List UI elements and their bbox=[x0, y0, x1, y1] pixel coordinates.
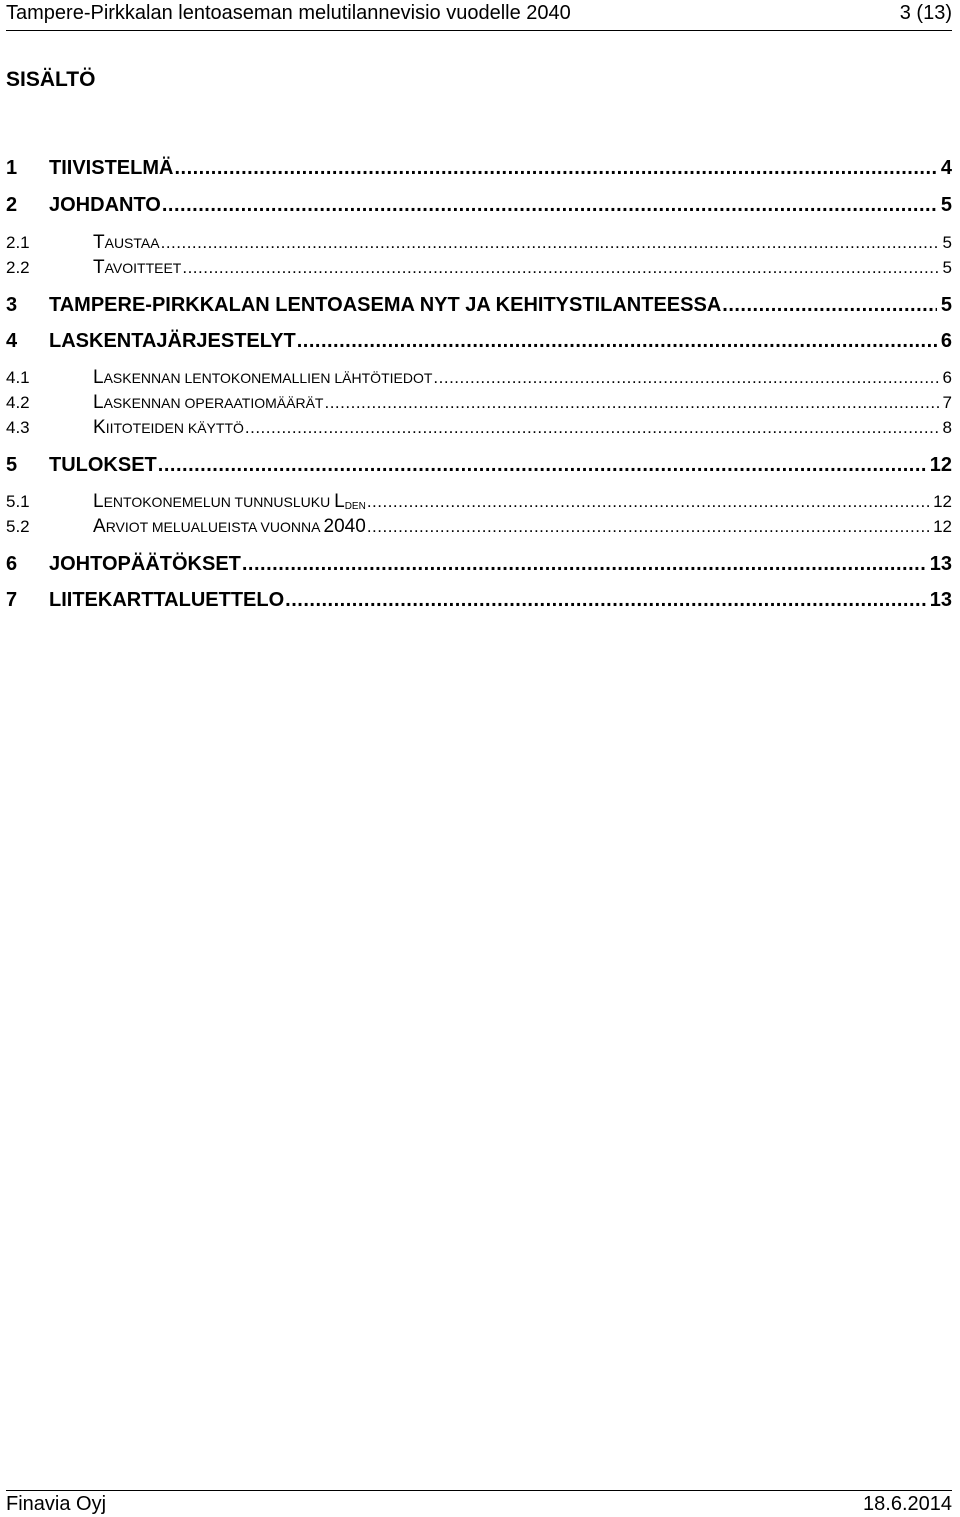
toc-leader bbox=[162, 192, 937, 218]
toc-number: 7 bbox=[6, 589, 18, 611]
toc-page: 6 bbox=[942, 368, 952, 387]
toc-entry-5[interactable] bbox=[6, 452, 952, 478]
toc-entry-2-2[interactable] bbox=[6, 257, 952, 279]
toc-page: 12 bbox=[929, 454, 952, 476]
toc-number: 5.2 bbox=[6, 517, 30, 536]
toc-leader bbox=[174, 155, 936, 181]
toc-title: TULOKSET bbox=[49, 454, 157, 476]
toc-leader bbox=[324, 392, 938, 414]
toc-number: 2.2 bbox=[6, 258, 30, 277]
toc-title: ARVIOT MELUALUEISTA VUONNA 2040 bbox=[93, 516, 366, 537]
footer-company: Finavia Oyj bbox=[6, 1493, 107, 1515]
toc-page: 5 bbox=[940, 194, 952, 216]
document-title: Tampere-Pirkkalan lentoaseman melutilannevisio vuodelle 2040 bbox=[6, 2, 571, 24]
footer-date: 18.6.2014 bbox=[863, 1493, 952, 1515]
toc-page: 7 bbox=[942, 393, 952, 412]
toc-entry-2-1[interactable] bbox=[6, 232, 952, 254]
toc-leader bbox=[367, 491, 929, 513]
toc-page: 12 bbox=[933, 517, 952, 536]
toc-page: 4 bbox=[940, 157, 952, 179]
toc-entry-7[interactable] bbox=[6, 587, 952, 613]
toc-number: 4.2 bbox=[6, 393, 30, 412]
toc-title: KIITOTEIDEN KÄYTTÖ bbox=[93, 417, 244, 438]
toc-page: 13 bbox=[929, 589, 952, 611]
toc-page: 5 bbox=[942, 258, 952, 277]
toc-entry-4-1[interactable] bbox=[6, 367, 952, 389]
toc-leader bbox=[297, 328, 937, 354]
toc-entry-5-1[interactable] bbox=[6, 491, 952, 518]
toc-leader bbox=[433, 367, 938, 389]
toc-page: 5 bbox=[940, 294, 952, 316]
toc-title: LASKENNAN LENTOKONEMALLIEN LÄHTÖTIEDOT bbox=[93, 367, 433, 388]
toc-entry-4-2[interactable] bbox=[6, 392, 952, 414]
toc-leader bbox=[158, 452, 926, 478]
toc-title: JOHDANTO bbox=[49, 194, 161, 216]
toc-leader bbox=[242, 551, 926, 577]
toc-page: 13 bbox=[929, 553, 952, 575]
toc-title: TAVOITTEET bbox=[93, 257, 182, 278]
toc-page: 8 bbox=[942, 418, 952, 437]
page-footer bbox=[6, 1490, 952, 1517]
toc-number: 4.3 bbox=[6, 418, 30, 437]
toc-number: 1 bbox=[6, 157, 18, 179]
toc-title: LENTOKONEMELUN TUNNUSLUKU $L_{DEN}$ bbox=[93, 491, 366, 512]
toc-page: 5 bbox=[942, 233, 952, 252]
page-number: 3 (13) bbox=[899, 2, 952, 24]
toc-number: 2 bbox=[6, 194, 18, 216]
toc-leader bbox=[245, 417, 939, 439]
toc-title: TAMPERE-PIRKKALAN LENTOASEMA NYT JA KEHITYSTILANTEESSA bbox=[49, 294, 722, 316]
toc-page: 6 bbox=[940, 330, 952, 352]
toc-leader bbox=[182, 257, 938, 279]
toc-title: JOHTOPÄÄTÖKSET bbox=[49, 553, 241, 575]
toc-title: TAUSTAA bbox=[93, 232, 160, 253]
toc-page: 12 bbox=[933, 492, 952, 511]
toc-entry-1[interactable] bbox=[6, 155, 952, 181]
toc-number: 4.1 bbox=[6, 368, 30, 387]
toc-entry-6[interactable] bbox=[6, 551, 952, 577]
toc-number: 5.1 bbox=[6, 492, 30, 511]
toc-number: 3 bbox=[6, 294, 18, 316]
toc-leader bbox=[722, 292, 937, 318]
toc-title: LASKENNAN OPERAATIOMÄÄRÄT bbox=[93, 392, 324, 413]
toc-number: 4 bbox=[6, 330, 18, 352]
toc-entry-2[interactable] bbox=[6, 192, 952, 218]
toc-title: LASKENTAJÄRJESTELYT bbox=[49, 330, 296, 352]
toc-number: 5 bbox=[6, 454, 18, 476]
toc-leader bbox=[367, 516, 929, 538]
toc-title: TIIVISTELMÄ bbox=[49, 157, 174, 179]
toc-number: 6 bbox=[6, 553, 18, 575]
toc-entry-4-3[interactable] bbox=[6, 417, 952, 439]
toc-entry-3[interactable] bbox=[6, 292, 952, 318]
page-header bbox=[6, 0, 952, 31]
toc-title: LIITEKARTTALUETTELO bbox=[49, 589, 285, 611]
toc-entry-4[interactable] bbox=[6, 328, 952, 354]
toc-entry-5-2[interactable] bbox=[6, 516, 952, 538]
toc-heading: SISÄLTÖ bbox=[6, 68, 96, 91]
toc-number: 2.1 bbox=[6, 233, 30, 252]
toc-leader bbox=[161, 232, 939, 254]
toc-leader bbox=[285, 587, 926, 613]
